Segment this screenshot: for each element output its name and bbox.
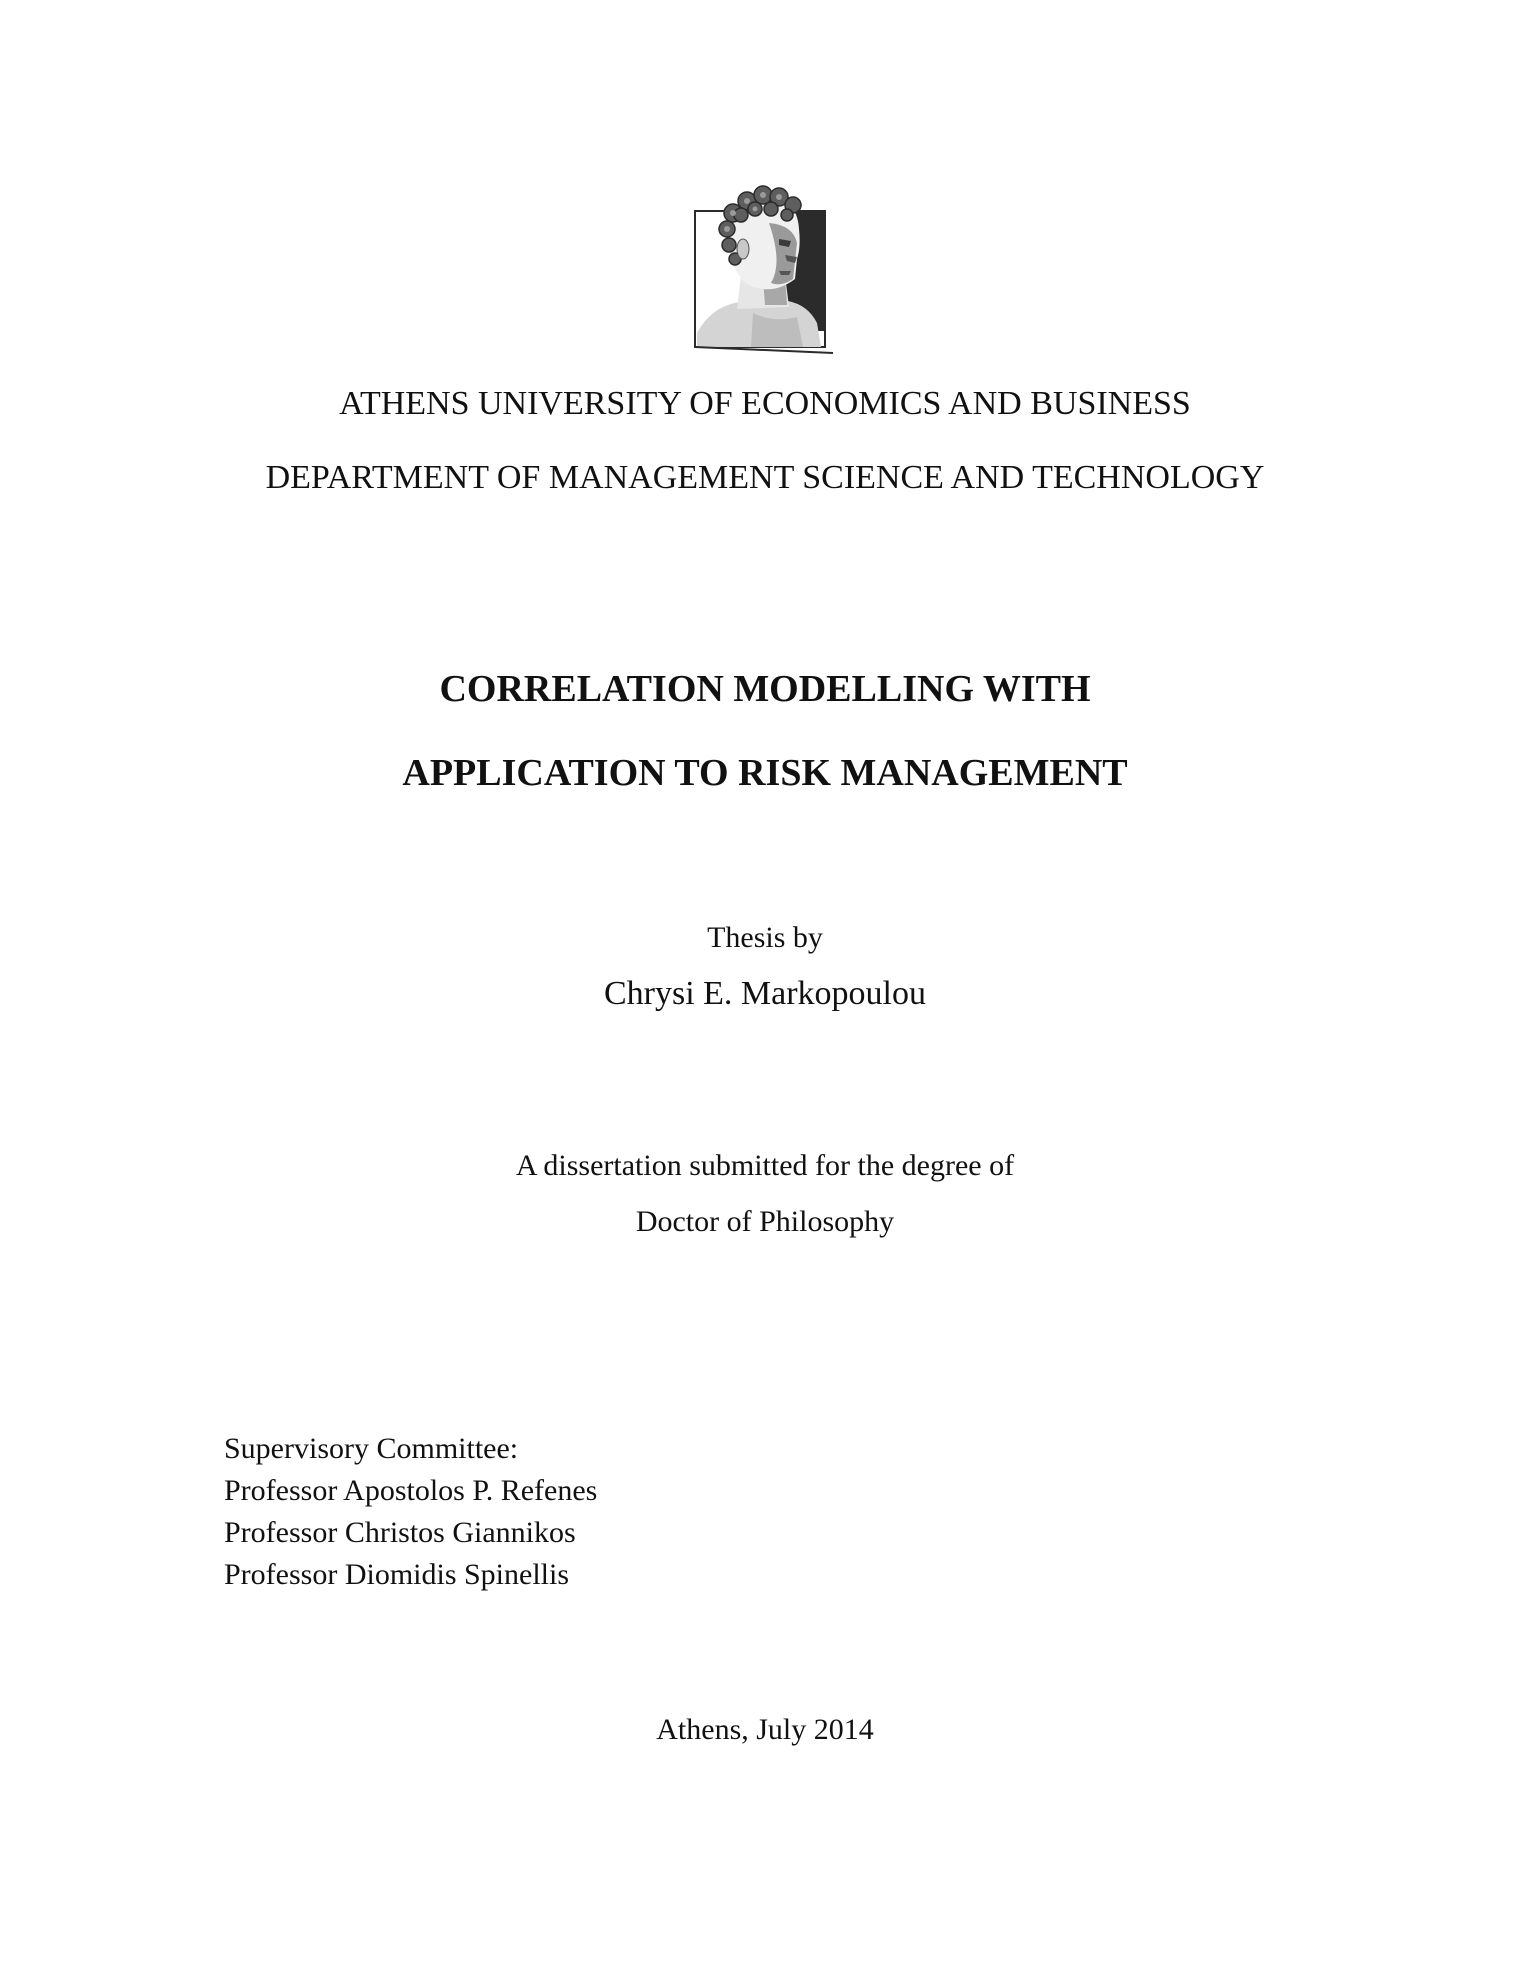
degree-name: Doctor of Philosophy	[635, 1205, 895, 1238]
thesis-title-line-2: APPLICATION TO RISK MANAGEMENT	[402, 752, 1128, 794]
committee-member: Professor Diomidis Spinellis	[224, 1558, 570, 1591]
thesis-by-label: Thesis by	[707, 921, 823, 954]
author-name: Chrysi E. Markopoulou	[603, 975, 927, 1012]
department-name: DEPARTMENT OF MANAGEMENT SCIENCE AND TECHNOLOGY	[265, 459, 1265, 496]
place-and-date: Athens, July 2014	[656, 1713, 874, 1746]
university-name: ATHENS UNIVERSITY OF ECONOMICS AND BUSINESS	[339, 385, 1191, 422]
dissertation-statement: A dissertation submitted for the degree of	[515, 1149, 1015, 1182]
committee-member: Professor Christos Giannikos	[224, 1516, 576, 1549]
supervisory-committee	[224, 1428, 597, 1596]
committee-member: Professor Apostolos P. Refenes	[224, 1474, 598, 1507]
university-logo-icon	[693, 183, 835, 355]
thesis-title-line-1: CORRELATION MODELLING WITH	[439, 668, 1091, 710]
committee-heading: Supervisory Committee:	[224, 1432, 519, 1465]
